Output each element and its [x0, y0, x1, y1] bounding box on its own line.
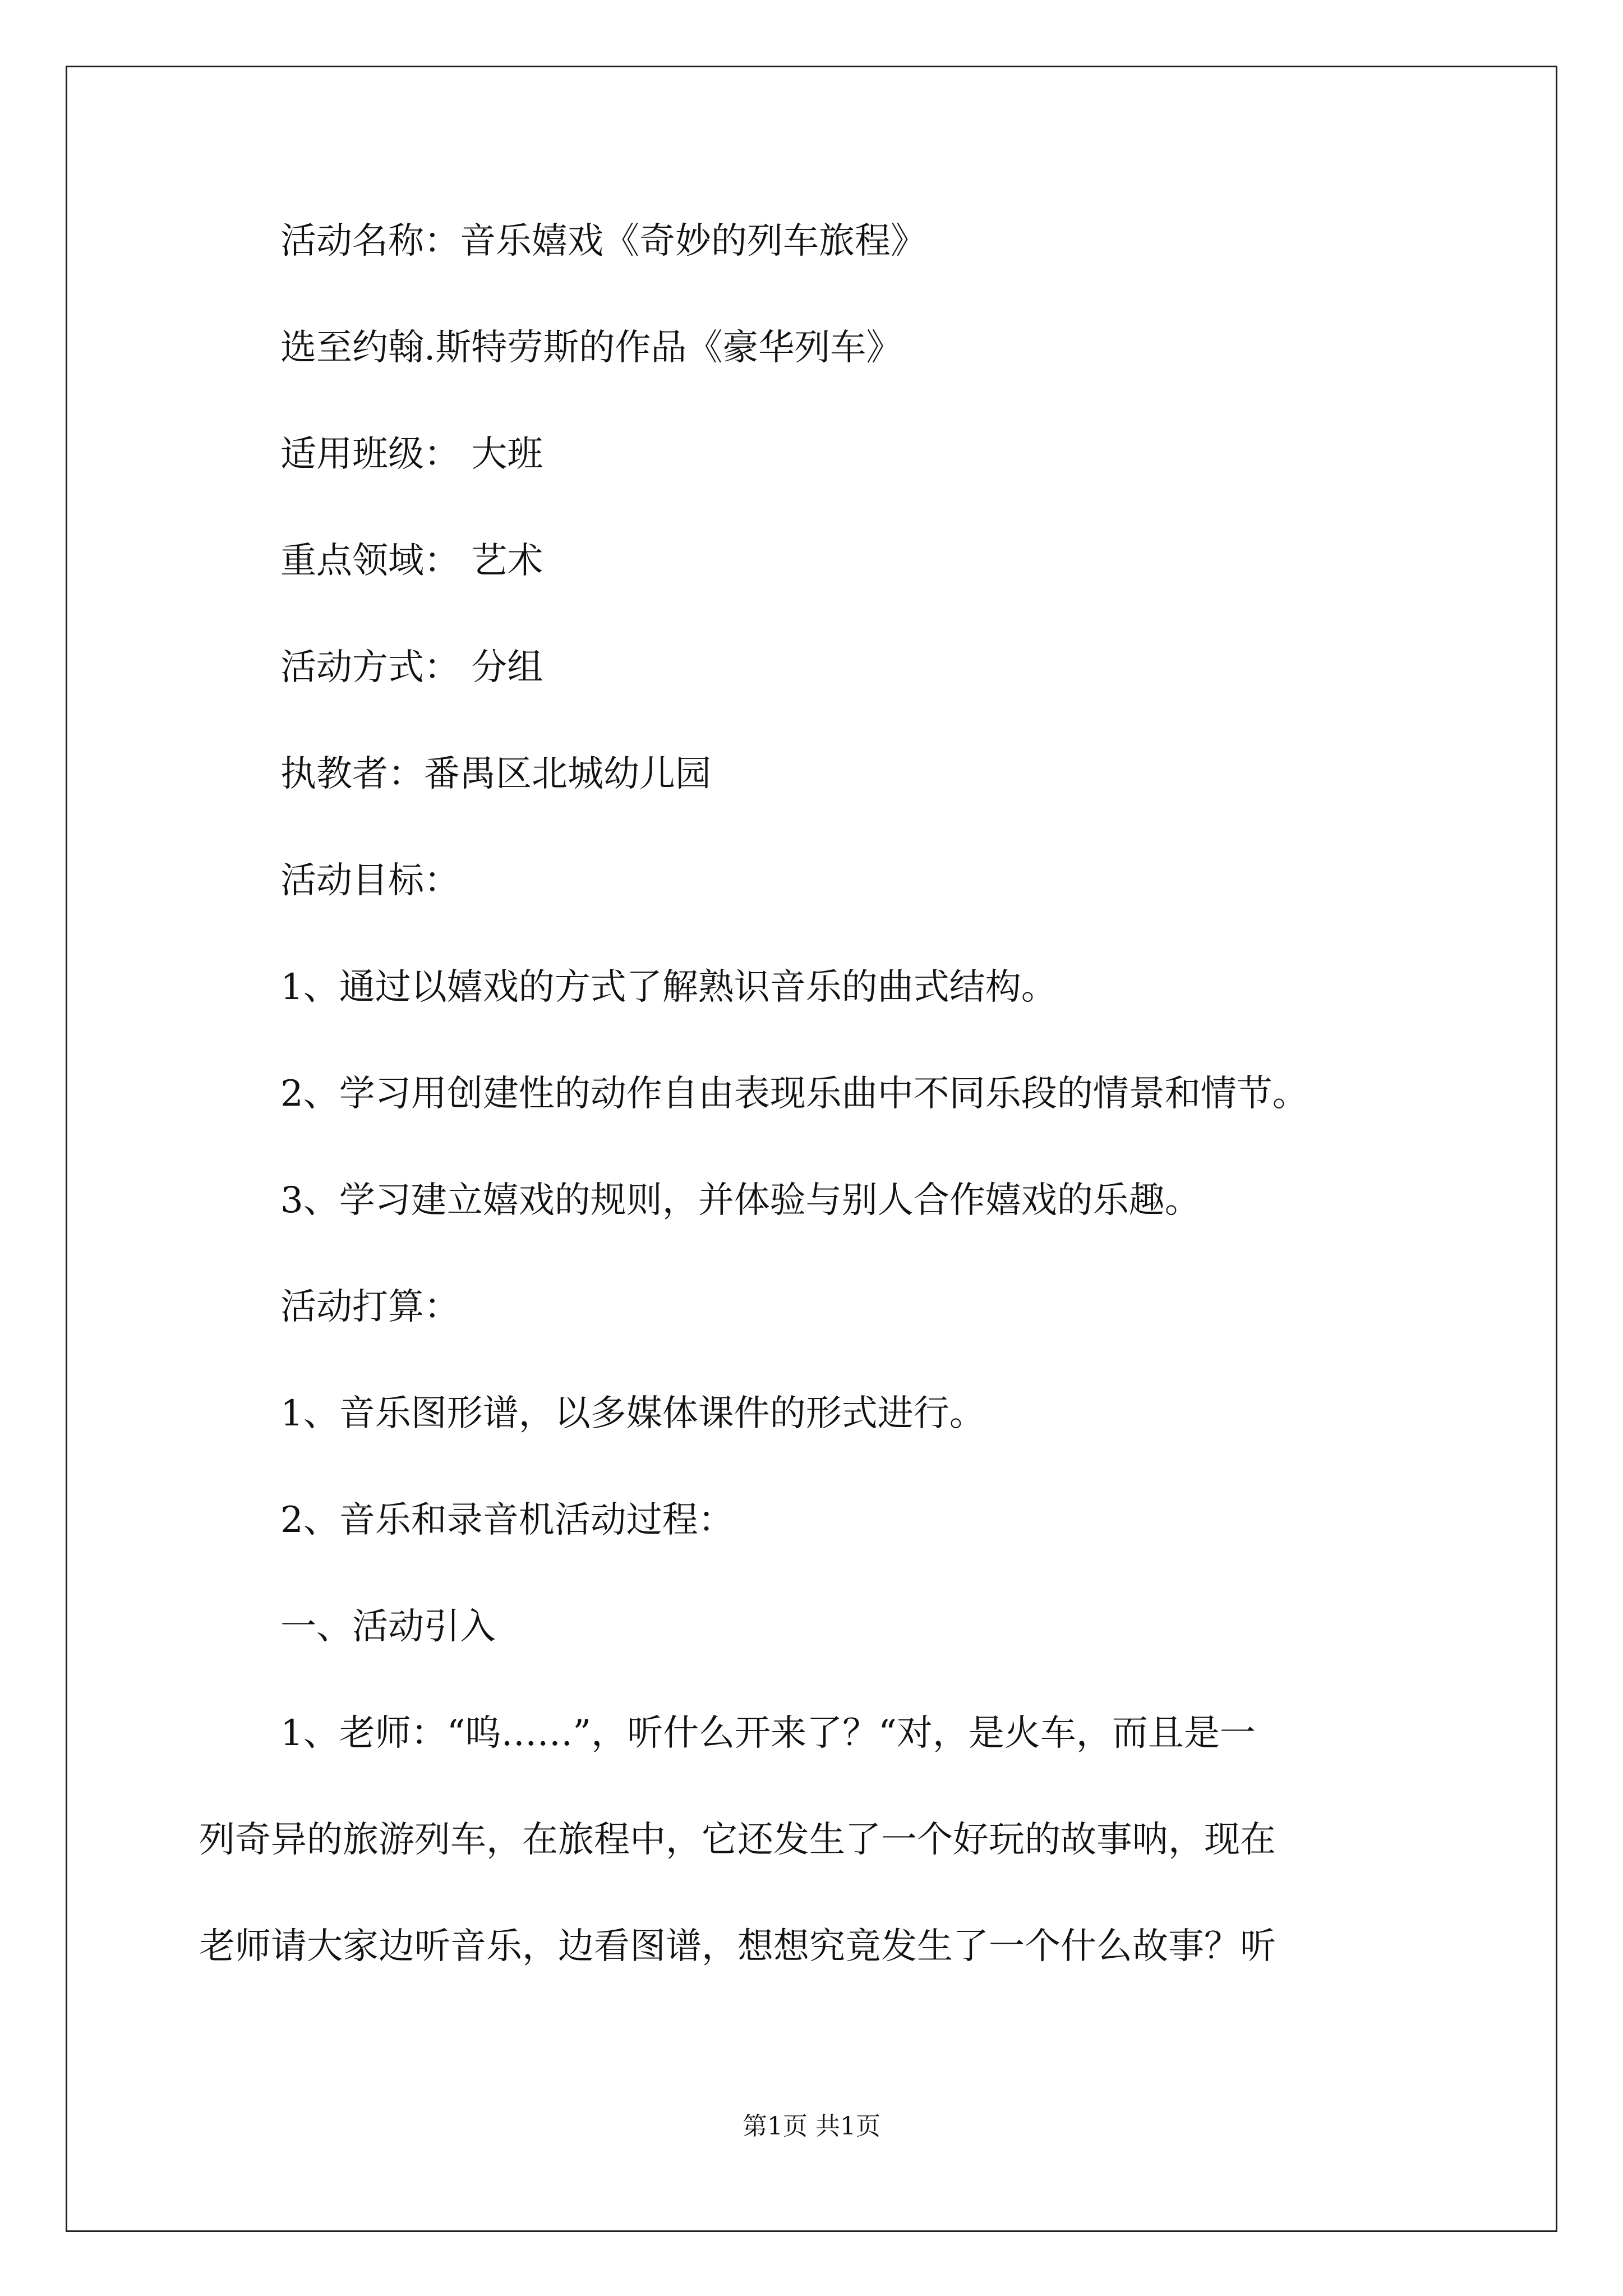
paragraph-teacher: 执教者：番禺区北城幼儿园 — [280, 753, 711, 795]
intro-paragraph-continuation: 老师请大家边听音乐，边看图谱，想想究竟发生了一个什么故事？听 — [199, 1926, 1276, 1967]
plan-item-1: 1、音乐图形谱，以多媒体课件的形式进行。 — [280, 1393, 985, 1434]
plan-item-2: 2、音乐和录音机活动过程： — [280, 1499, 734, 1541]
paragraph-source-work: 选至约翰.斯特劳斯的作品《豪华列车》 — [280, 327, 902, 369]
intro-paragraph-1: 1、老师：“呜……”，听什么开来了？“对，是火车，而且是一 — [280, 1713, 1256, 1754]
paragraph-class-level: 适用班级： 大班 — [280, 434, 543, 475]
heading-activity-plan: 活动打算： — [280, 1286, 460, 1328]
goal-item-3: 3、学习建立嬉戏的规则，并体验与别人合作嬉戏的乐趣。 — [280, 1180, 1201, 1221]
paragraph-activity-mode: 活动方式： 分组 — [280, 647, 543, 688]
intro-paragraph-continuation: 列奇异的旅游列车，在旅程中，它还发生了一个好玩的故事呐，现在 — [199, 1819, 1276, 1861]
paragraph-activity-name: 活动名称：音乐嬉戏《奇妙的列车旅程》 — [280, 220, 926, 262]
goal-item-2: 2、学习用创建性的动作自由表现乐曲中不同乐段的情景和情节。 — [280, 1073, 1308, 1115]
heading-activity-goals: 活动目标： — [280, 860, 460, 901]
page-border — [66, 66, 1557, 2232]
goal-item-1: 1、通过以嬉戏的方式了解熟识音乐的曲式结构。 — [280, 967, 1057, 1008]
heading-activity-intro: 一、活动引入 — [280, 1606, 496, 1648]
paragraph-key-domain: 重点领域： 艺术 — [280, 540, 543, 582]
page-footer: 第1页 共1页 — [743, 2112, 880, 2141]
